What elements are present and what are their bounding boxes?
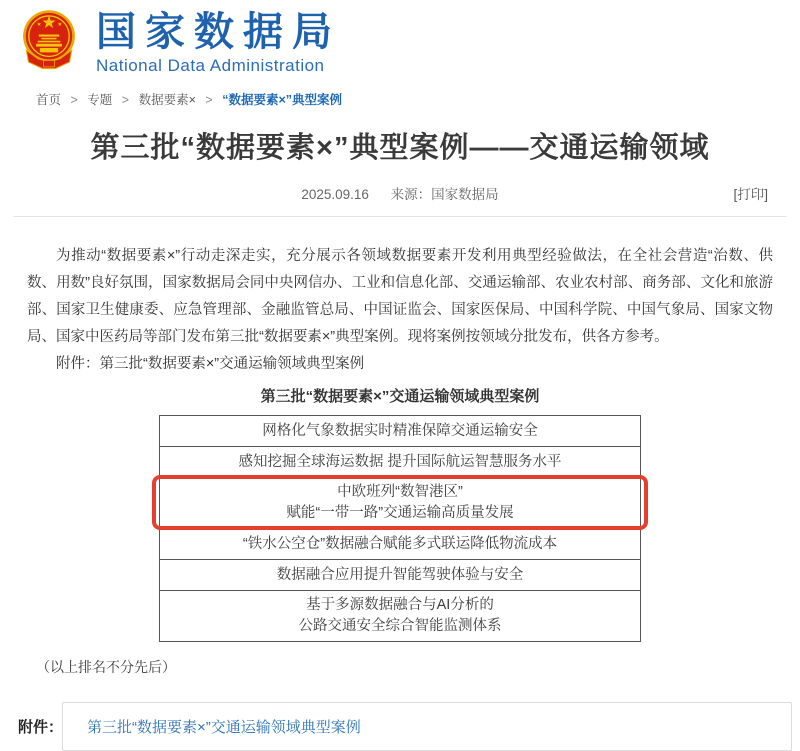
breadcrumb-home[interactable]: 首页 [36,93,62,107]
breadcrumb [36,90,800,108]
site-header [0,0,800,78]
breadcrumb-topics[interactable]: 专题 [87,93,113,107]
case-title: 基于多源数据融合与AI分析的 [306,597,494,613]
table-row [160,529,640,560]
breadcrumb-separator: > [121,93,130,107]
print-button[interactable]: [打印] [733,187,768,202]
attachment-label: 附件： [18,719,64,736]
table-row [160,447,640,478]
article-paragraph: 为推动“数据要素×”行动走深走实，充分展示各领域数据要素开发利用典型经验做法，在全社会营造“治数、供数、用数”良好氛围，国家数据局会同中央网信办、工业和信息化部、交通运输部、农业农村部、商务部、文化和旅游部、国家卫生健康委、应急管理部、金融监管总局、中国证监会、国家医保局、中国科学院、中国气象局、国家文物局、国家中医药局等部门发布第三批“数据要素×”典型案例。现将案例按领域分批发布，供各方参考。 [27,248,773,345]
national-emblem-icon [22,9,76,78]
site-name: 国家数据局 [96,10,341,54]
attachment-link[interactable]: 第三批“数据要素×”交通运输领域典型案例 [87,719,361,736]
table-row [160,416,640,447]
site-name-en: National Data Administration [96,56,325,75]
breadcrumb-separator: > [70,93,78,107]
case-table [159,415,641,642]
case-table-title: 第三批“数据要素×”交通运输领域典型案例 [260,388,540,405]
publish-date: 2025.09.16 [301,187,369,202]
breadcrumb-current[interactable]: “数据要素×”典型案例 [222,93,342,107]
table-row-highlighted [160,478,640,529]
case-title: 公路交通安全综合智能监测体系 [298,618,502,634]
site-logo[interactable] [96,9,341,76]
attachment-section [0,702,800,751]
case-title: 赋能“一带一路”交通运输高质量发展 [286,505,514,521]
case-title: 中欧班列“数智港区” [337,484,463,500]
case-title: 感知挖掘全球海运数据 提升国际航运智慧服务水平 [238,454,562,470]
case-title: 数据融合应用提升智能驾驶体验与安全 [276,567,524,583]
breadcrumb-separator: > [205,93,213,107]
table-row [160,560,640,591]
case-title: 网格化气象数据实时精准保障交通运输安全 [262,423,538,439]
table-row [160,591,640,641]
case-title: “铁水公空仓”数据融合赋能多式联运降低物流成本 [242,536,558,552]
ranking-note: （以上排名不分先后） [36,659,176,675]
attachment-box [62,702,792,751]
page-title: 第三批“数据要素×”典型案例——交通运输领域 [90,132,710,164]
source-label: 来源：国家数据局 [390,187,499,202]
attachment-mention-line: 附件：第三批“数据要素×”交通运输领域典型案例 [56,356,365,372]
article-meta [0,183,800,201]
breadcrumb-data-element[interactable]: 数据要素× [138,93,196,107]
article-body [0,217,800,378]
